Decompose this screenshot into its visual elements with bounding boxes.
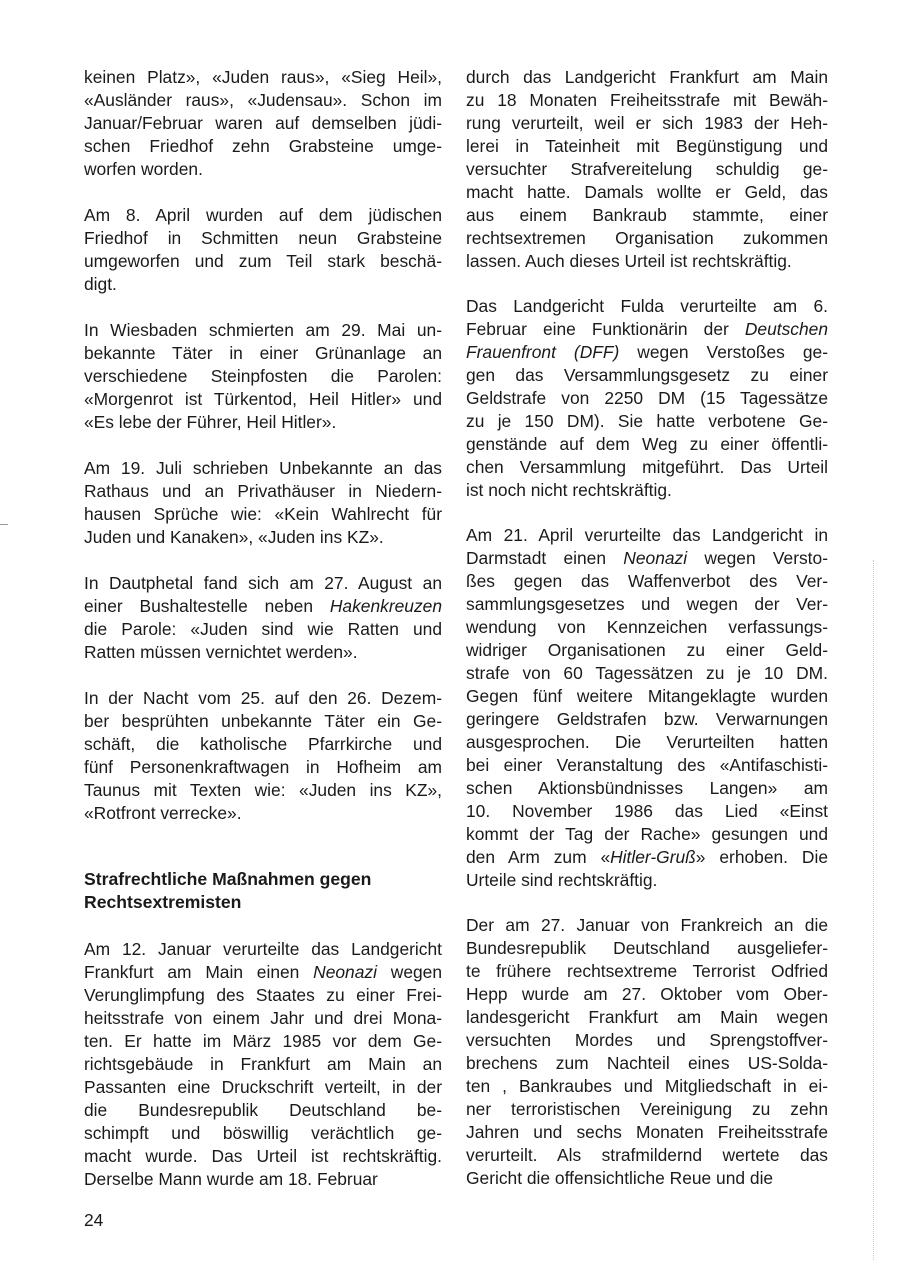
- left-paragraphs: [84, 66, 442, 825]
- text-line: schäft, die katholische Pfarrkirche und: [84, 734, 442, 754]
- text-line: Frauenfront (DFF) wegen Verstoßes ge-: [466, 342, 828, 362]
- text-line: sammlungsgesetzes und wegen der Ver-: [466, 594, 828, 614]
- text-line: Geldstrafe von 2250 DM (15 Tagessätze: [466, 388, 828, 408]
- text-line: schimpft und böswillig verächtlich ge-: [84, 1123, 442, 1143]
- text-line: bei einer Veranstaltung des «Antifaschisti-: [466, 755, 828, 775]
- text-line: Urteile sind rechtskräftig.: [466, 870, 658, 890]
- text-line: ten , Bankraubes und Mitgliedschaft in ei-: [466, 1076, 828, 1096]
- text-line: hausen Sprüche wie: «Kein Wahlrecht für: [84, 504, 442, 524]
- text-line: Ratten müssen vernichtet werden».: [84, 642, 358, 662]
- text-line: versuchter Strafvereitelung schuldig ge-: [466, 159, 828, 179]
- text-line: Der am 27. Januar von Frankreich an die: [466, 915, 828, 935]
- text-line: worfen worden.: [84, 159, 203, 179]
- text-line: schen Friedhof zehn Grabsteine umge-: [84, 136, 442, 156]
- text-line: Das Landgericht Fulda verurteilte am 6.: [466, 296, 828, 316]
- paragraph: [84, 687, 442, 825]
- scan-dotted-margin: [873, 560, 874, 1260]
- text-line: keinen Platz», «Juden raus», «Sieg Heil»,: [84, 67, 442, 87]
- text-line: lassen. Auch dieses Urteil ist rechtskräftig.: [466, 251, 792, 271]
- text-line: Am 21. April verurteilte das Landgericht in: [466, 525, 828, 545]
- text-line: fünf Personenkraftwagen in Hofheim am: [84, 757, 442, 777]
- text-line: rung verurteilt, weil er sich 1983 der Heh-: [466, 113, 828, 133]
- heading-line: Strafrechtliche Maßnahmen gegen: [84, 869, 372, 889]
- text-line: «Rotfront verrecke».: [84, 803, 242, 823]
- text-line: umgeworfen und zum Teil stark beschä-: [84, 251, 442, 271]
- text-line: gen das Versammlungsgesetz zu einer: [466, 365, 828, 385]
- text-line: geringere Geldstrafen bzw. Verwarnungen: [466, 709, 828, 729]
- text-line: In Dautphetal fand sich am 27. August an: [84, 573, 442, 593]
- scan-edge-mark: [0, 524, 8, 525]
- text-line: lerei in Tateinheit mit Begünstigung und: [466, 136, 828, 156]
- text-line: Am 12. Januar verurteilte das Landgericht: [84, 939, 442, 959]
- text-line: widriger Organisationen zu einer Geld-: [466, 640, 828, 660]
- text-line: verschiedene Steinpfosten die Parolen:: [84, 366, 442, 386]
- paragraph: [84, 66, 442, 181]
- text-line: rechtsextremen Organisation zukommen: [466, 228, 828, 248]
- text-line: aus einem Bankraub stammte, einer: [466, 205, 828, 225]
- text-line: ßes gegen das Waffenverbot des Ver-: [466, 571, 828, 591]
- text-line: digt.: [84, 274, 117, 294]
- text-line: In der Nacht vom 25. auf den 26. Dezem-: [84, 688, 442, 708]
- text-line: In Wiesbaden schmierten am 29. Mai un-: [84, 320, 442, 340]
- text-line: heitsstrafe von einem Jahr und drei Mona-: [84, 1008, 442, 1028]
- text-line: wendung von Kennzeichen verfassungs-: [466, 617, 828, 637]
- text-line: «Ausländer raus», «Judensau». Schon im: [84, 90, 442, 110]
- paragraph: [466, 66, 828, 273]
- text-line: Jahren und sechs Monaten Freiheitsstrafe: [466, 1122, 828, 1142]
- text-line: strafe von 60 Tagessätzen zu je 10 DM.: [466, 663, 828, 683]
- text-line: ber besprühten unbekannte Täter ein Ge-: [84, 711, 442, 731]
- text-line: Februar eine Funktionärin der Deutschen: [466, 319, 828, 339]
- text-line: bekannte Täter in einer Grünanlage an: [84, 343, 442, 363]
- text-line: richtsgebäude in Frankfurt am Main an: [84, 1054, 442, 1074]
- text-line: Verunglimpfung des Staates zu einer Frei-: [84, 985, 442, 1005]
- left-after-heading-paragraphs: [84, 938, 442, 1191]
- text-line: schen Aktionsbündnisses Langen» am: [466, 778, 828, 798]
- text-line: chen Versammlung mitgeführt. Das Urteil: [466, 457, 828, 477]
- text-line: Am 8. April wurden auf dem jüdischen: [84, 205, 442, 225]
- right-column: [466, 66, 828, 1212]
- text-line: Friedhof in Schmitten neun Grabsteine: [84, 228, 442, 248]
- heading-line: Rechtsextremisten: [84, 892, 242, 912]
- paragraph: [466, 914, 828, 1190]
- text-line: versuchten Mordes und Sprengstoffver-: [466, 1030, 828, 1050]
- paragraph: [84, 204, 442, 296]
- text-line: Gegen fünf weitere Mitangeklagte wurden: [466, 686, 828, 706]
- paragraph: [466, 295, 828, 502]
- text-line: durch das Landgericht Frankfurt am Main: [466, 67, 828, 87]
- text-line: landesgericht Frankfurt am Main wegen: [466, 1007, 828, 1027]
- text-line: Darmstadt einen Neonazi wegen Versto-: [466, 548, 828, 568]
- text-line: Hepp wurde am 27. Oktober vom Ober-: [466, 984, 828, 1004]
- text-line: die Bundesrepublik Deutschland be-: [84, 1100, 442, 1120]
- paragraph: [84, 938, 442, 1191]
- text-line: genstände auf dem Weg zu einer öffentli-: [466, 434, 828, 454]
- paragraph: [84, 457, 442, 549]
- text-line: zu je 150 DM). Sie hatte verbotene Ge-: [466, 411, 828, 431]
- text-line: zu 18 Monaten Freiheitsstrafe mit Bewäh-: [466, 90, 828, 110]
- text-line: Rathaus und an Privathäuser in Niedern-: [84, 481, 442, 501]
- text-line: Frankfurt am Main einen Neonazi wegen: [84, 962, 443, 982]
- paragraph: [84, 572, 442, 664]
- right-paragraphs: [466, 66, 828, 1190]
- text-line: verurteilt. Als strafmildernd wertete das: [466, 1145, 828, 1165]
- text-line: Taunus mit Texten wie: «Juden ins KZ»,: [84, 780, 442, 800]
- text-line: ner terroristischen Vereinigung zu zehn: [466, 1099, 828, 1119]
- text-line: die Parole: «Juden sind wie Ratten und: [84, 619, 442, 639]
- paragraph: [466, 524, 828, 892]
- text-line: 10. November 1986 das Lied «Einst: [466, 801, 828, 821]
- section-heading: [84, 868, 442, 914]
- page-number: 24: [84, 1210, 104, 1230]
- text-line: ausgesprochen. Die Verurteilten hatten: [466, 732, 828, 752]
- text-line: kommt der Tag der Rache» gesungen und: [466, 824, 828, 844]
- text-line: Januar/Februar waren auf demselben jüdi-: [84, 113, 442, 133]
- text-line: Derselbe Mann wurde am 18. Februar: [84, 1169, 378, 1189]
- left-column: [84, 66, 442, 1214]
- text-line: «Morgenrot ist Türkentod, Heil Hitler» und: [84, 389, 442, 409]
- text-line: den Arm zum «Hitler-Gruß» erhoben. Die: [466, 847, 828, 867]
- paragraph: [84, 319, 442, 434]
- text-line: Juden und Kanaken», «Juden ins KZ».: [84, 527, 384, 547]
- text-line: Bundesrepublik Deutschland ausgeliefer-: [466, 938, 828, 958]
- text-line: einer Bushaltestelle neben Hakenkreuzen: [84, 596, 442, 616]
- text-line: «Es lebe der Führer, Heil Hitler».: [84, 412, 337, 432]
- text-line: macht hatte. Damals wollte er Geld, das: [466, 182, 828, 202]
- text-line: te frühere rechtsextreme Terrorist Odfried: [466, 961, 828, 981]
- text-line: macht wurde. Das Urteil ist rechtskräftig.: [84, 1146, 442, 1166]
- text-line: ten. Er hatte im März 1985 vor dem Ge-: [84, 1031, 442, 1051]
- text-line: Gericht die offensichtliche Reue und die: [466, 1168, 774, 1188]
- text-line: Passanten eine Druckschrift verteilt, in der: [84, 1077, 442, 1097]
- text-line: brechens zum Nachteil eines US-Solda-: [466, 1053, 828, 1073]
- text-line: ist noch nicht rechtskräftig.: [466, 480, 672, 500]
- text-line: Am 19. Juli schrieben Unbekannte an das: [84, 458, 442, 478]
